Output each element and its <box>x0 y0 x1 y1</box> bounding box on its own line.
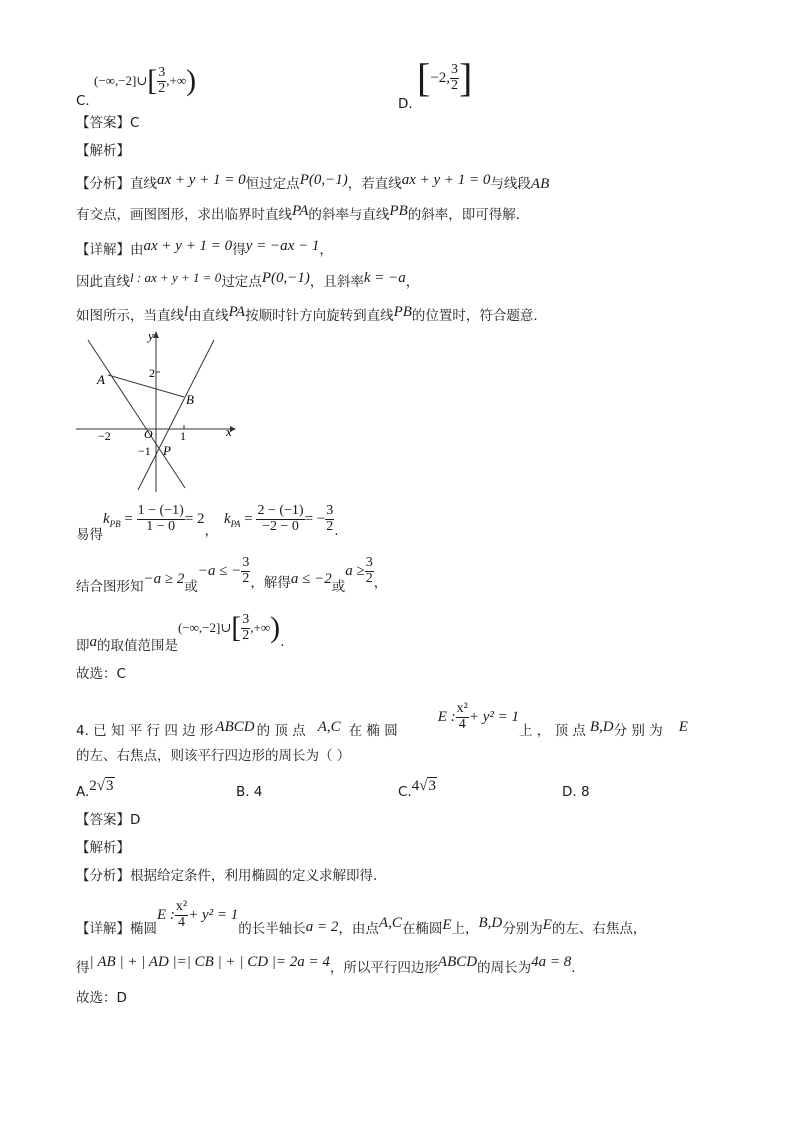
q4-stem-line1: 4. 已 知 平 行 四 边 形 ABCD 的 顶 点 A,C 在 椭 圆E : $\frac{\text{x²}}{4}$ + y² = 1上 ， 顶 点 B,D分 别 为 E <box>76 701 688 740</box>
q4-stem-line2: 的左、右焦点，则该平行四边形的周长为（ ） <box>76 748 351 764</box>
label-2: 2 <box>149 366 155 380</box>
q4-detail-line2: 得| AB | + | AD |=| CB | + | CD |= 2a = 4，所以平行四边形ABCD的周长为4a = 8. <box>76 954 576 976</box>
q3-range: 即a的取值范围是(−∞,−2]∪[ $\frac{3}{2}$ ,+∞). <box>76 611 285 655</box>
q4-detail-line1: 【详解】椭圆E : $\frac{\text{x²}}{4}$ + y² = 1的长半轴长a = 2，由点A,C在椭圆E上，B,D分别为E的左、右焦点， <box>76 899 647 938</box>
label-p: P <box>163 443 171 458</box>
q3-fenxi-line1: 【分析】直线ax + y + 1 = 0恒过定点P(0,−1)，若直线ax + y + 1 = 0与线段AB <box>76 172 550 192</box>
q3-fenxi-line2: 有交点，画图图形，求出临界时直线PA的斜率与直线PB的斜率，即可得解. <box>76 203 521 223</box>
q3-analysis-tag: 【解析】 <box>76 143 130 159</box>
label-1: 1 <box>180 429 186 443</box>
q4-option-a: A.2√3 <box>76 778 114 800</box>
q4-option-b: B. 4 <box>236 784 263 800</box>
q3-answer: 【答案】C <box>76 115 140 131</box>
segment-ab <box>108 375 184 397</box>
label-neg1: −1 <box>138 444 151 458</box>
label-y: y <box>148 328 154 343</box>
coordinate-figure <box>72 326 242 494</box>
q4-choose: 故选：D <box>76 990 127 1006</box>
line-pa <box>88 340 185 488</box>
q3-option-c: C. (−∞,−2]∪[ $\frac{3}{2}$ ,+∞) <box>76 64 197 110</box>
y-axis-arrow <box>153 331 159 338</box>
q4-fenxi: 【分析】根据给定条件，利用椭圆的定义求解即得. <box>76 868 378 884</box>
q4-option-d: D. 8 <box>562 784 590 800</box>
label-x: x <box>226 424 232 439</box>
line-pb <box>138 340 214 490</box>
q3-detail-line1: 【详解】由ax + y + 1 = 0得y = −ax − 1， <box>76 238 333 258</box>
q3-option-c-set: (−∞,−2]∪ <box>94 73 148 89</box>
label-o: O <box>144 427 153 441</box>
q3-choose: 故选：C <box>76 666 126 682</box>
q3-option-d: D. [−2, $\frac{3}{2}$ ] <box>398 55 473 112</box>
label-neg2: −2 <box>98 429 111 443</box>
label-b: B <box>186 392 194 407</box>
q3-detail-line3: 如图所示，当直线l由直线PA按顺时针方向旋转到直线PB的位置时，符合题意. <box>76 304 538 324</box>
q3-slopes: 易得$k_{PB}$ = $\frac{1 - (-1)}{1 - 0}$ = 2，$k_{PA}$ = $\frac{2 - (-1)}{-2 - 0}$ = − $\frac{3}{2}$ . <box>76 503 339 544</box>
q3-detail-line2: 因此直线l : ax + y + 1 = 0过定点P(0,−1)，且斜率k = −a， <box>76 270 420 290</box>
q4-option-c: C.4√3 <box>398 778 436 800</box>
q4-answer: 【答案】D <box>76 812 141 828</box>
label-a: A <box>97 372 105 387</box>
q4-analysis-tag: 【解析】 <box>76 840 130 856</box>
q3-combine: 结合图形知−a ≥ 2或−a ≤ − $\frac{3}{2}$ ，解得a ≤ −2或a ≥ $\frac{3}{2}$ ， <box>76 555 388 596</box>
